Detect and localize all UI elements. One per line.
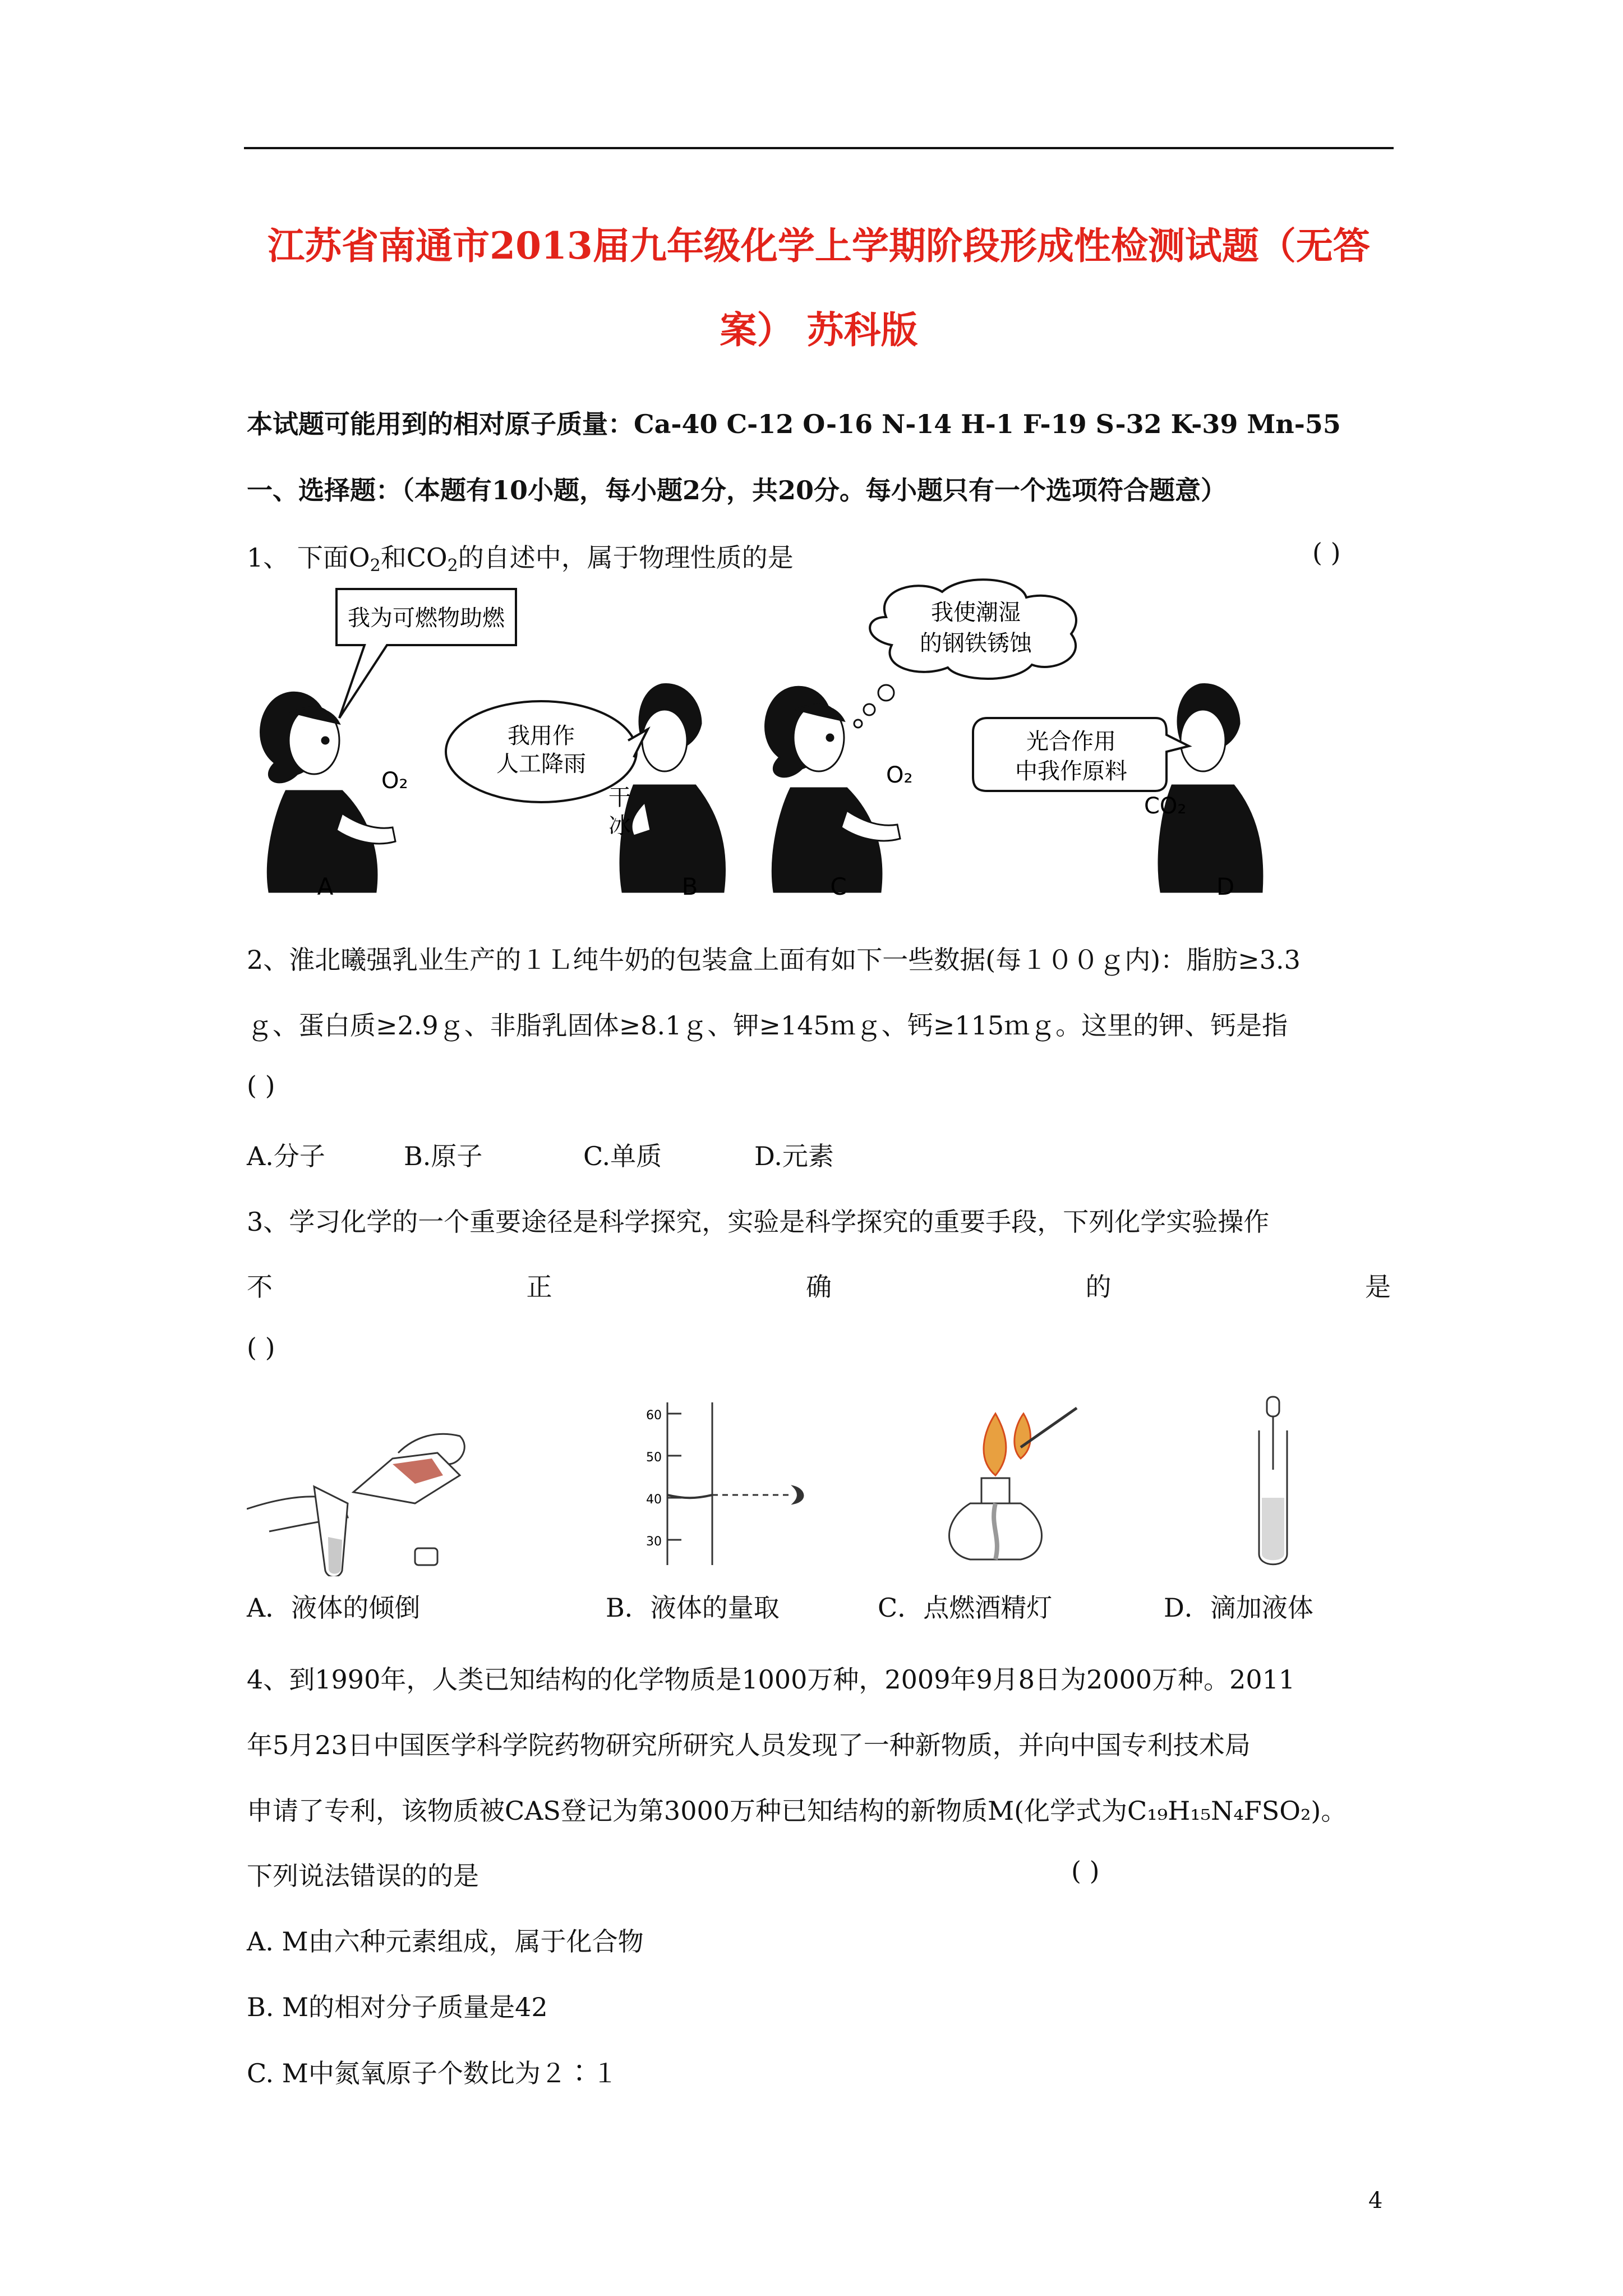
alcohol-lamp-figure	[949, 1408, 1077, 1559]
q2-option-c: C.单质	[583, 1141, 662, 1171]
measuring-cylinder-figure	[667, 1402, 803, 1565]
cylinder-tick-60: 60	[646, 1409, 662, 1423]
bubble-d-line-1: 光合作用	[1026, 729, 1116, 754]
bubble-d-line-2: 中我作原料	[1015, 758, 1127, 784]
option-label-d: D	[1216, 873, 1235, 900]
cylinder-tick-50: 50	[646, 1451, 662, 1465]
bubble-b-line-1: 我用作	[508, 723, 575, 749]
chemical-formula: C₁₉H₁₅N₄FSO₂	[1127, 1796, 1311, 1826]
girl-c-figure	[766, 687, 900, 892]
q4-option-c: C. M中氮氧原子个数比为２∶１	[247, 2058, 618, 2088]
cylinder-tick-40: 40	[646, 1493, 662, 1507]
question-1-stem: 1、 下面$O_2$和$CO_2$的自述中，属于物理性质的是	[247, 542, 794, 576]
question-4-line-4: 下列说法错误的的是	[247, 1861, 479, 1891]
q3-option-c: C．点燃酒精灯	[878, 1593, 1053, 1623]
chem-label-o2-c: O₂	[886, 762, 913, 788]
dropper-test-tube-figure	[1259, 1397, 1287, 1565]
q3-option-d: D．滴加液体	[1164, 1593, 1313, 1623]
question-2-line-1: 2、淮北曦强乳业生产的１Ｌ纯牛奶的包装盒上面有如下一些数据(每１００ｇ内)：脂肪≥3.3	[247, 945, 1301, 975]
cylinder-tick-30: 30	[646, 1535, 662, 1549]
option-label-c: C	[830, 873, 847, 900]
section-heading: 一、选择题：（本题有10小题，每小题2分，共20分。每小题只有一个选项符合题意）	[247, 475, 1227, 505]
boy-b-figure	[620, 684, 725, 892]
question-3-illustration	[247, 1391, 1357, 1576]
bubble-b-line-2: 人工降雨	[496, 751, 586, 777]
page-number: 4	[1368, 2188, 1383, 2214]
question-3-spread-line: 不 正 确 的 是	[247, 1272, 1391, 1302]
bubble-c-line-1: 我使潮湿	[931, 600, 1021, 625]
q2-option-d: D.元素	[754, 1141, 834, 1171]
q3-option-a: A．液体的倾倒	[247, 1593, 421, 1623]
q4-option-a: A. M由六种元素组成，属于化合物	[247, 1926, 644, 1957]
boy-d-figure	[1159, 684, 1262, 892]
q2-option-b: B.原子	[404, 1141, 483, 1171]
q2-option-a: A.分子	[247, 1141, 325, 1171]
bubble-c-line-2: 的钢铁锈蚀	[920, 631, 1032, 656]
chem-label-co2: CO₂	[1144, 793, 1187, 819]
thought-cloud-c	[870, 579, 1076, 679]
header-rule	[244, 147, 1394, 149]
option-label-a: A	[317, 873, 334, 900]
chem-label-o2-a: O₂	[381, 768, 408, 794]
question-4-line-2: 年5月23日中国医学科学院药物研究所研究人员发现了一种新物质，并向中国专利技术局	[247, 1730, 1251, 1760]
question-1-illustration	[247, 578, 1267, 914]
q3-option-b: B．液体的量取	[606, 1593, 780, 1623]
chem-label-ice-1: 干	[608, 785, 631, 811]
question-2-line-2: ｇ、蛋白质≥2.9ｇ、非脂乳固体≥8.1ｇ、钾≥145ｍｇ、钙≥115ｍｇ。这里的钾、钙是指	[247, 1010, 1288, 1041]
question-4-line-3: 申请了专利，该物质被CAS登记为第3000万种已知结构的新物质M(化学式为C₁₉H₁₅N₄FSO₂)。	[247, 1796, 1347, 1826]
option-label-b: B	[681, 873, 698, 900]
girl-a-figure	[261, 692, 395, 892]
answer-paren-2: ( )	[247, 1070, 275, 1101]
atomic-masses: 本试题可能用到的相对原子质量：Ca-40 C-12 O-16 N-14 H-1 F-19 S-32 K-39 Mn-55	[247, 409, 1341, 439]
answer-paren-4: ( )	[1071, 1856, 1100, 1886]
pouring-liquid-figure	[247, 1434, 464, 1576]
title-line-1: 江苏省南通市2013届九年级化学上学期阶段形成性检测试题（无答	[268, 224, 1370, 268]
question-4-line-1: 4、到1990年，人类已知结构的化学物质是1000万种，2009年9月8日为2000万种。2011	[247, 1664, 1295, 1695]
title-line-2: 案） 苏科版	[720, 308, 918, 352]
answer-paren-1: ( )	[1312, 537, 1341, 568]
answer-paren-3: ( )	[247, 1332, 275, 1363]
q4-option-b: B. M的相对分子质量是42	[247, 1992, 548, 2022]
bubble-a-text: 我为可燃物助燃	[348, 605, 505, 631]
chem-label-ice-2: 冰	[608, 813, 631, 839]
question-3-line-1: 3、学习化学的一个重要途径是科学探究，实验是科学探究的重要手段，下列化学实验操作	[247, 1207, 1270, 1237]
